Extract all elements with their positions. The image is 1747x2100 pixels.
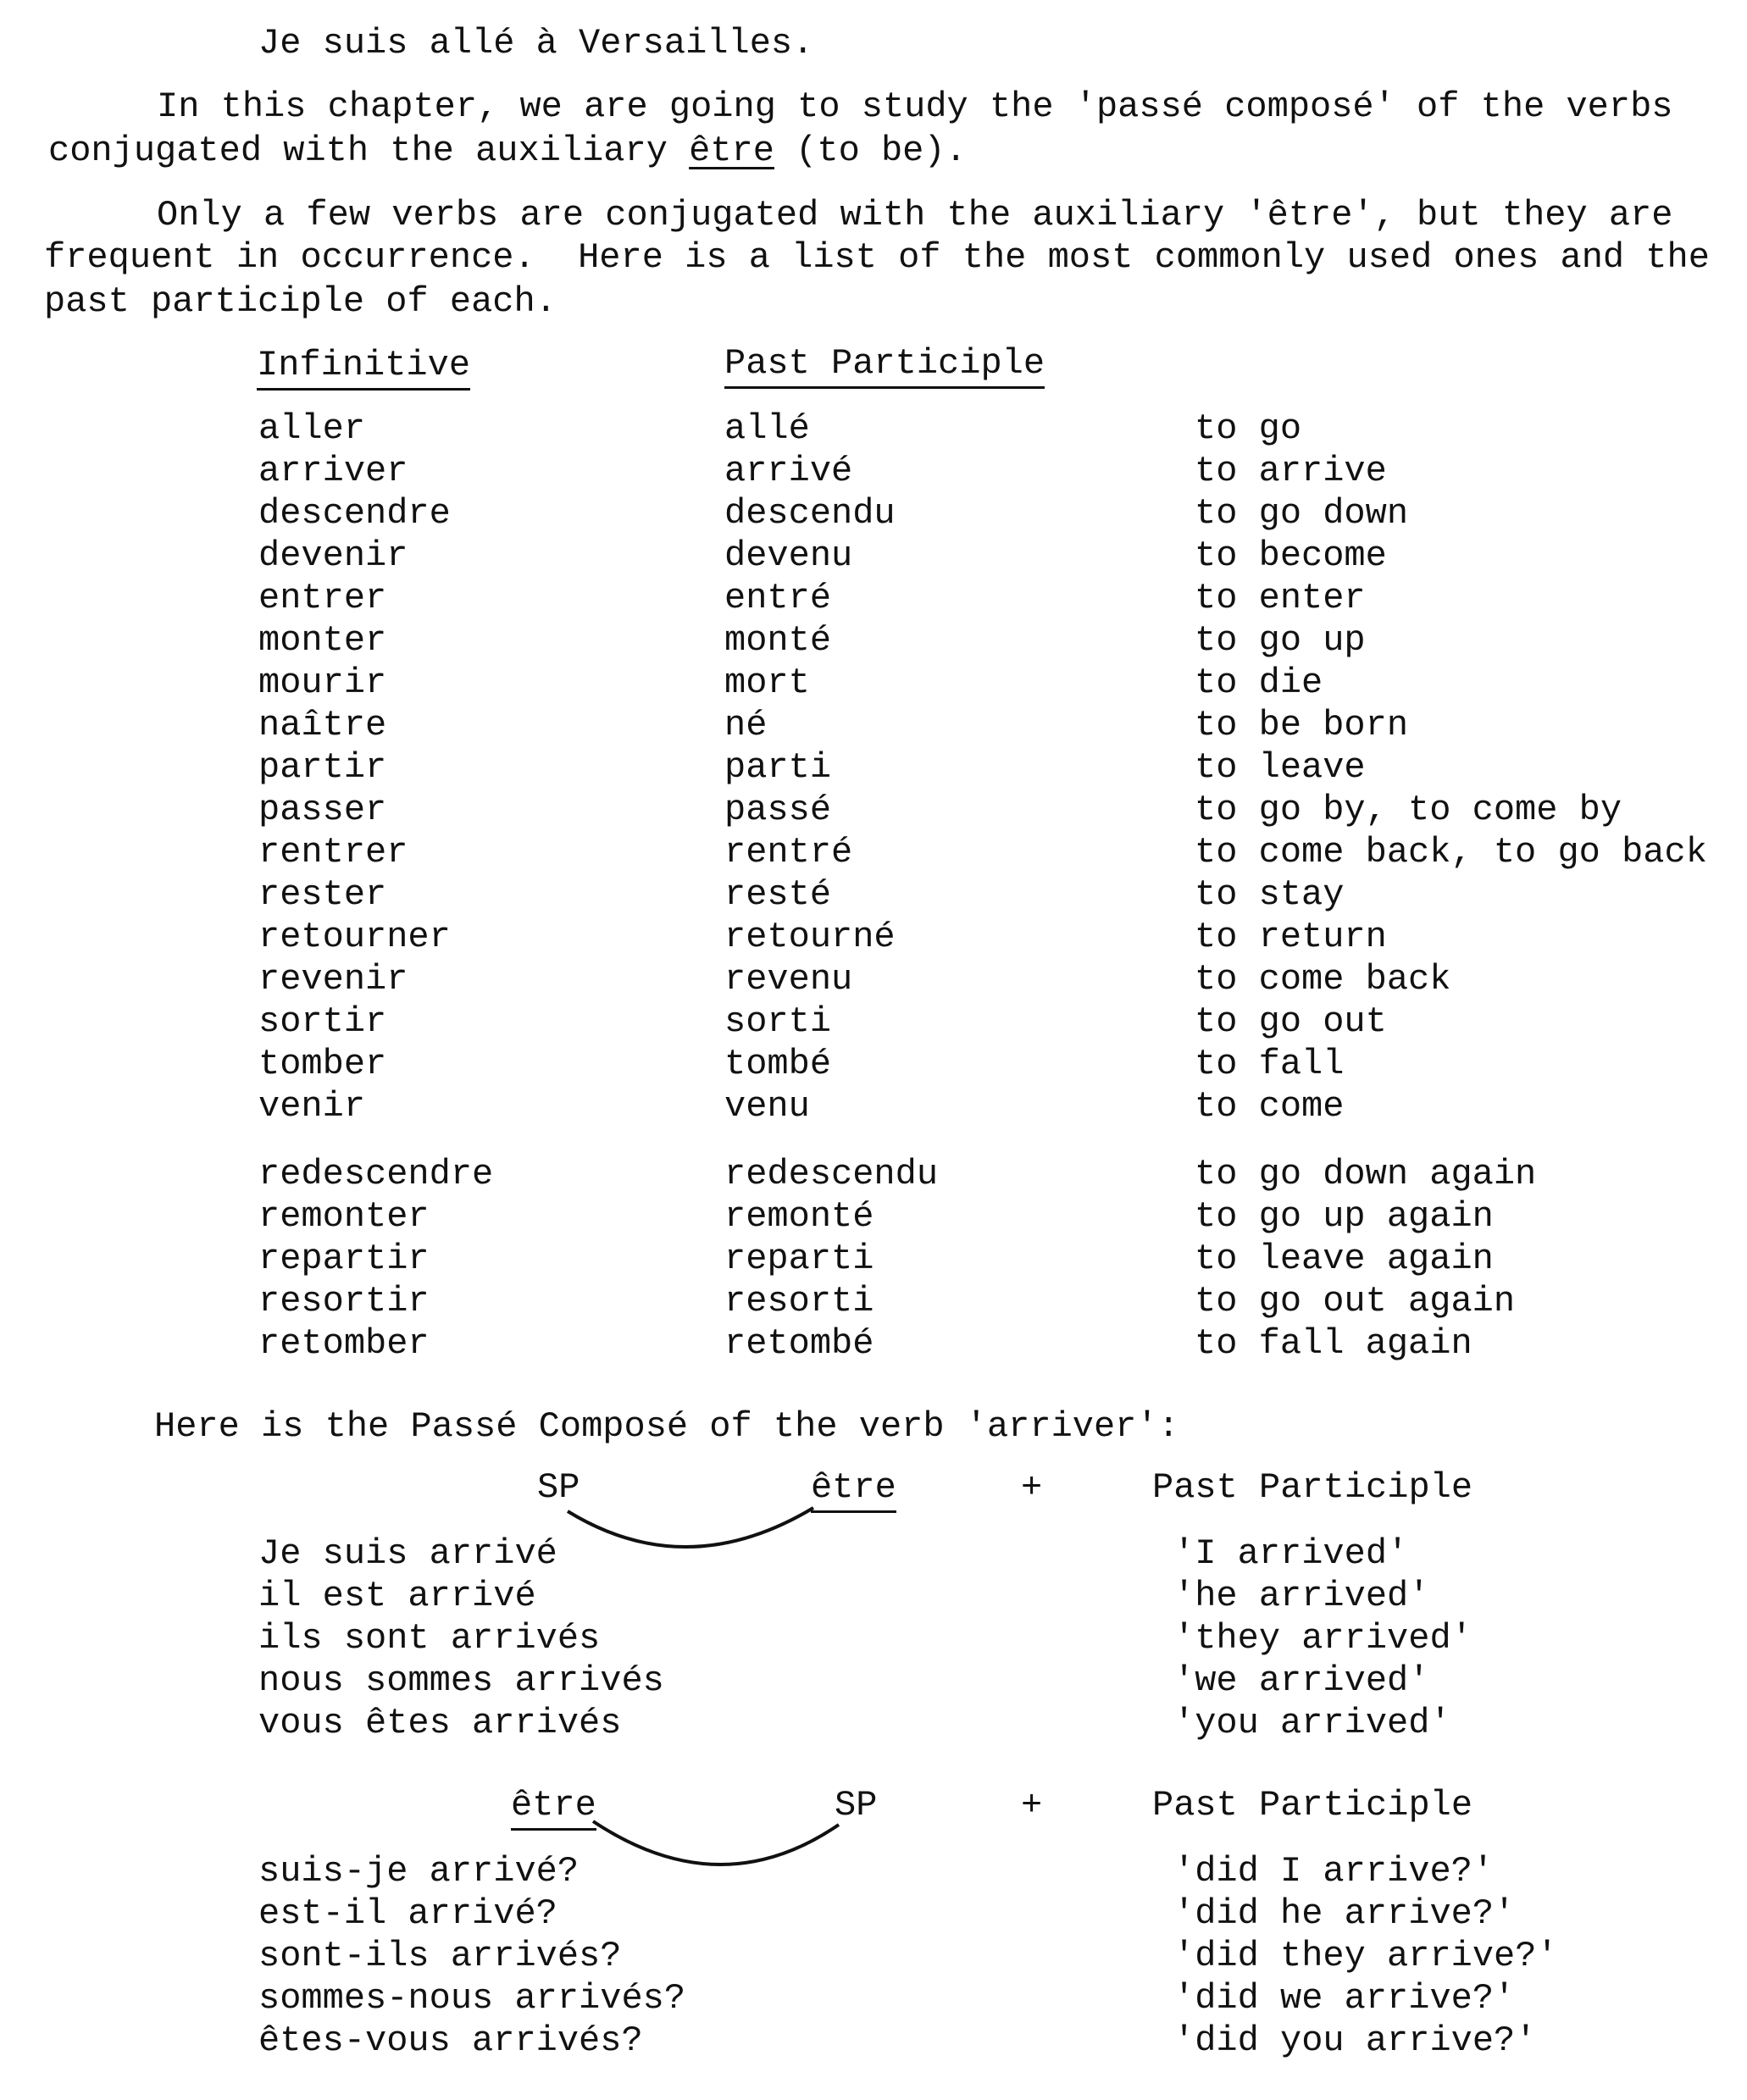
verb-infinitive: naître bbox=[258, 705, 387, 745]
verb-infinitive: mourir bbox=[258, 662, 387, 703]
verb-translation: to go out again bbox=[1195, 1281, 1516, 1322]
conj1-form: il est arrivé bbox=[258, 1576, 536, 1616]
verb-translation: to come bbox=[1195, 1086, 1345, 1127]
conj1-translation: 'they arrived' bbox=[1173, 1618, 1472, 1659]
verb-infinitive: tomber bbox=[258, 1044, 387, 1084]
conj2-translation: 'did we arrive?' bbox=[1173, 1978, 1516, 2019]
verb-infinitive: entrer bbox=[258, 578, 387, 618]
conj2-arc bbox=[585, 1813, 856, 1872]
verb-translation: to arrive bbox=[1195, 451, 1387, 491]
verb-past-participle: resorti bbox=[724, 1281, 874, 1322]
verb-past-participle: reparti bbox=[724, 1238, 874, 1279]
conj1-plus: + bbox=[1021, 1467, 1043, 1508]
intro-line-2 bbox=[48, 130, 967, 171]
verb-past-participle: mort bbox=[724, 662, 810, 703]
intro-line-2-pre: conjugated with the auxiliary bbox=[48, 130, 690, 171]
conj1-etre-label: être bbox=[811, 1470, 896, 1513]
verb-translation: to go down again bbox=[1195, 1154, 1537, 1194]
para2-line-3: past participle of each. bbox=[44, 281, 557, 322]
conj2-form: sont-ils arrivés? bbox=[258, 1936, 622, 1976]
verb-infinitive: repartir bbox=[258, 1238, 430, 1279]
conj2-sp-label: SP bbox=[835, 1785, 878, 1826]
verb-past-participle: tombé bbox=[724, 1044, 832, 1084]
verb-infinitive: partir bbox=[258, 747, 387, 788]
verb-infinitive: passer bbox=[258, 790, 387, 830]
conj1-translation: 'we arrived' bbox=[1173, 1660, 1430, 1701]
verb-infinitive: retomber bbox=[258, 1323, 430, 1364]
conj1-translation: 'I arrived' bbox=[1173, 1533, 1409, 1574]
conj2-form: sommes-nous arrivés? bbox=[258, 1978, 686, 2019]
conj2-form: êtes-vous arrivés? bbox=[258, 2020, 643, 2061]
verb-translation: to die bbox=[1195, 662, 1323, 703]
conj1-translation: 'he arrived' bbox=[1173, 1576, 1430, 1616]
conj2-translation: 'did you arrive?' bbox=[1173, 2020, 1537, 2061]
header-past-participle: Past Participle bbox=[724, 346, 1045, 389]
verb-past-participle: devenu bbox=[724, 535, 853, 576]
conj2-form: suis-je arrivé? bbox=[258, 1851, 580, 1892]
verb-translation: to go out bbox=[1195, 1001, 1387, 1042]
conjugation-intro: Here is the Passé Composé of the verb 'arriver': bbox=[154, 1406, 1179, 1447]
verb-infinitive: aller bbox=[258, 408, 366, 449]
verb-translation: to enter bbox=[1195, 578, 1366, 618]
conj1-pp-label: Past Participle bbox=[1152, 1467, 1473, 1508]
verb-past-participle: venu bbox=[724, 1086, 810, 1127]
verb-translation: to become bbox=[1195, 535, 1387, 576]
verb-translation: to fall again bbox=[1195, 1323, 1472, 1364]
verb-infinitive: retourner bbox=[258, 917, 451, 957]
para2-line-1: Only a few verbs are conjugated with the auxiliary 'être', but they are bbox=[157, 195, 1673, 235]
conj2-etre-label: être bbox=[511, 1787, 596, 1831]
verb-translation: to return bbox=[1195, 917, 1387, 957]
verb-infinitive: redescendre bbox=[258, 1154, 494, 1194]
verb-translation: to come back, to go back bbox=[1195, 832, 1707, 873]
verb-past-participle: monté bbox=[724, 620, 832, 661]
verb-past-participle: rentré bbox=[724, 832, 853, 873]
verb-translation: to be born bbox=[1195, 705, 1409, 745]
verb-past-participle: remonté bbox=[724, 1196, 874, 1237]
verb-translation: to go up bbox=[1195, 620, 1366, 661]
conj2-pp-label: Past Participle bbox=[1152, 1785, 1473, 1826]
verb-past-participle: arrivé bbox=[724, 451, 853, 491]
verb-translation: to go bbox=[1195, 408, 1302, 449]
verb-translation: to fall bbox=[1195, 1044, 1345, 1084]
verb-past-participle: entré bbox=[724, 578, 832, 618]
verb-past-participle: resté bbox=[724, 874, 832, 915]
conj1-form: nous sommes arrivés bbox=[258, 1660, 664, 1701]
verb-infinitive: rester bbox=[258, 874, 387, 915]
conj1-form: Je suis arrivé bbox=[258, 1533, 557, 1574]
etre-word: être bbox=[689, 130, 774, 171]
verb-infinitive: devenir bbox=[258, 535, 408, 576]
verb-infinitive: monter bbox=[258, 620, 387, 661]
verb-past-participle: né bbox=[724, 705, 768, 745]
conj2-translation: 'did I arrive?' bbox=[1173, 1851, 1495, 1892]
header-infinitive: Infinitive bbox=[257, 347, 470, 391]
verb-past-participle: revenu bbox=[724, 959, 853, 1000]
verb-infinitive: resortir bbox=[258, 1281, 430, 1322]
conj2-plus: + bbox=[1021, 1785, 1043, 1826]
verb-infinitive: remonter bbox=[258, 1196, 430, 1237]
verb-past-participle: retombé bbox=[724, 1323, 874, 1364]
conj1-arc bbox=[559, 1499, 830, 1559]
verb-past-participle: allé bbox=[724, 408, 810, 449]
conj1-form: vous êtes arrivés bbox=[258, 1703, 622, 1743]
verb-translation: to go by, to come by bbox=[1195, 790, 1622, 830]
verb-translation: to go up again bbox=[1195, 1196, 1494, 1237]
conj2-translation: 'did they arrive?' bbox=[1173, 1936, 1558, 1976]
conj1-translation: 'you arrived' bbox=[1173, 1703, 1451, 1743]
conj2-translation: 'did he arrive?' bbox=[1173, 1893, 1516, 1934]
verb-infinitive: arriver bbox=[258, 451, 408, 491]
intro-line-1: In this chapter, we are going to study the 'passé composé' of the verbs bbox=[157, 86, 1673, 127]
verb-translation: to come back bbox=[1195, 959, 1451, 1000]
verb-translation: to leave bbox=[1195, 747, 1366, 788]
verb-infinitive: revenir bbox=[258, 959, 408, 1000]
verb-translation: to stay bbox=[1195, 874, 1345, 915]
page-title: Je suis allé à Versailles. bbox=[258, 23, 814, 64]
verb-past-participle: redescendu bbox=[724, 1154, 939, 1194]
conj1-sp-label: SP bbox=[537, 1467, 580, 1508]
verb-past-participle: retourné bbox=[724, 917, 896, 957]
conj1-form: ils sont arrivés bbox=[258, 1618, 601, 1659]
verb-past-participle: passé bbox=[724, 790, 832, 830]
verb-past-participle: parti bbox=[724, 747, 832, 788]
verb-infinitive: sortir bbox=[258, 1001, 387, 1042]
intro-line-2-post: (to be). bbox=[774, 130, 967, 171]
verb-infinitive: rentrer bbox=[258, 832, 408, 873]
verb-translation: to leave again bbox=[1195, 1238, 1494, 1279]
verb-past-participle: sorti bbox=[724, 1001, 832, 1042]
conj2-form: est-il arrivé? bbox=[258, 1893, 557, 1934]
para2-line-2: frequent in occurrence. Here is a list of the most commonly used ones and the bbox=[44, 237, 1710, 278]
verb-infinitive: descendre bbox=[258, 493, 451, 534]
verb-translation: to go down bbox=[1195, 493, 1409, 534]
verb-past-participle: descendu bbox=[724, 493, 896, 534]
verb-infinitive: venir bbox=[258, 1086, 366, 1127]
